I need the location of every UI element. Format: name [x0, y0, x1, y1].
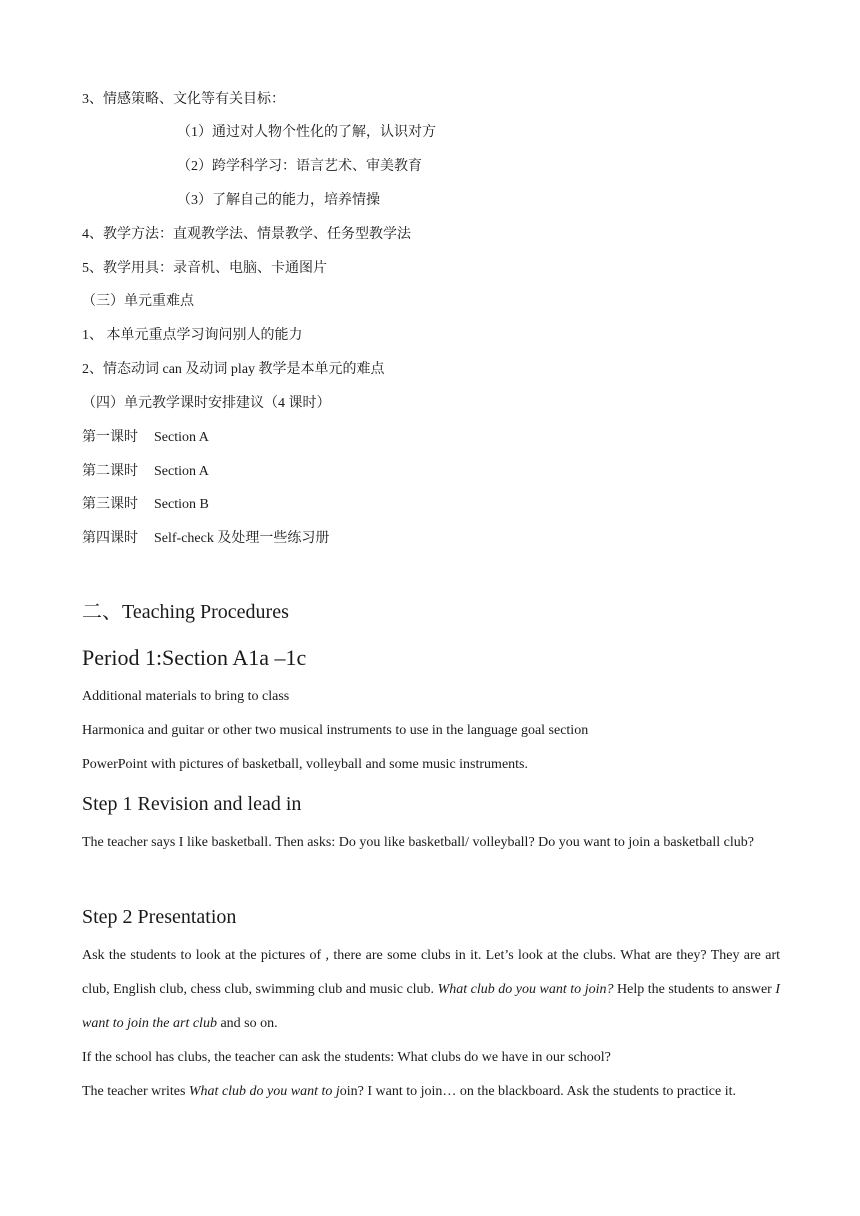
step2-p3-italic: What club do you want to j: [188, 1084, 340, 1099]
schedule-period: 第二课时: [82, 464, 138, 479]
teaching-aids: 5、教学用具：录音机、电脑、卡通图片: [82, 261, 327, 276]
schedule-row: [82, 530, 329, 548]
schedule-content: Section A: [154, 464, 209, 479]
difficulty-item-2: 2、情态动词 can 及动词 play 教学是本单元的难点: [82, 362, 385, 377]
step2-p3-text: oin? I want to join… on the blackboard. Ask the students to practice it.: [339, 1084, 736, 1099]
section3-item-1: （1）通过对人物个性化的了解，认识对方: [177, 125, 436, 140]
difficulties-heading: （三）单元重难点: [82, 294, 194, 309]
step2-p1-answer: I want to join the art club: [82, 982, 781, 1031]
step2-paragraph-3: [82, 1075, 780, 1109]
step2-p1-text: Ask the students to look at the pictures of , there are some clubs in it. Let’s look at the clubs. What are they? They are art club, English club, chess club, swimming club and music club.: [82, 948, 780, 997]
step2-title: Step 2 Presentation: [82, 906, 237, 928]
step2-p1-text: Help the students to answer: [613, 982, 776, 997]
schedule-period: 第三课时: [82, 497, 138, 512]
schedule-heading: （四）单元教学课时安排建议（4 课时）: [82, 396, 331, 411]
step2-paragraph-1: [82, 939, 780, 1041]
schedule-content: Section A: [154, 430, 209, 445]
procedures-heading: 二、Teaching Procedures: [82, 601, 289, 623]
section3-item-3: （3）了解自己的能力，培养情操: [177, 193, 380, 208]
step2-p1-question: What club do you want to join?: [437, 982, 614, 997]
schedule-row: [82, 496, 209, 514]
section3-item-2: （2）跨学科学习：语言艺术、审美教育: [177, 159, 422, 174]
step1-text: The teacher says I like basketball. Then asks: Do you like basketball/ volleyball? Do you want to join a basketball club?: [82, 835, 754, 850]
step2-p1-text: and so on.: [216, 1016, 278, 1031]
schedule-period: 第四课时: [82, 531, 138, 546]
step2-paragraph-2: If the school has clubs, the teacher can ask the students: What clubs do we have in our school?: [82, 1050, 611, 1065]
teaching-methods: 4、教学方法：直观教学法、情景教学、任务型教学法: [82, 227, 411, 242]
step2-p3-text: The teacher writes: [82, 1084, 189, 1099]
materials-line-3: PowerPoint with pictures of basketball, volleyball and some music instruments.: [82, 757, 528, 772]
schedule-row: [82, 429, 209, 447]
step1-title: Step 1 Revision and lead in: [82, 793, 302, 815]
materials-line-1: Additional materials to bring to class: [82, 689, 290, 704]
section3-heading: 3、情感策略、文化等有关目标：: [82, 92, 285, 107]
schedule-period: 第一课时: [82, 430, 138, 445]
difficulty-item-1: 1、 本单元重点学习询问别人的能力: [82, 328, 303, 343]
materials-line-2: Harmonica and guitar or other two musical instruments to use in the language goal section: [82, 723, 589, 738]
schedule-row: [82, 463, 209, 481]
schedule-content: Self-check 及处理一些练习册: [154, 531, 330, 546]
period-title: Period 1:Section A1a –1c: [82, 645, 307, 670]
schedule-content: Section B: [154, 497, 209, 512]
